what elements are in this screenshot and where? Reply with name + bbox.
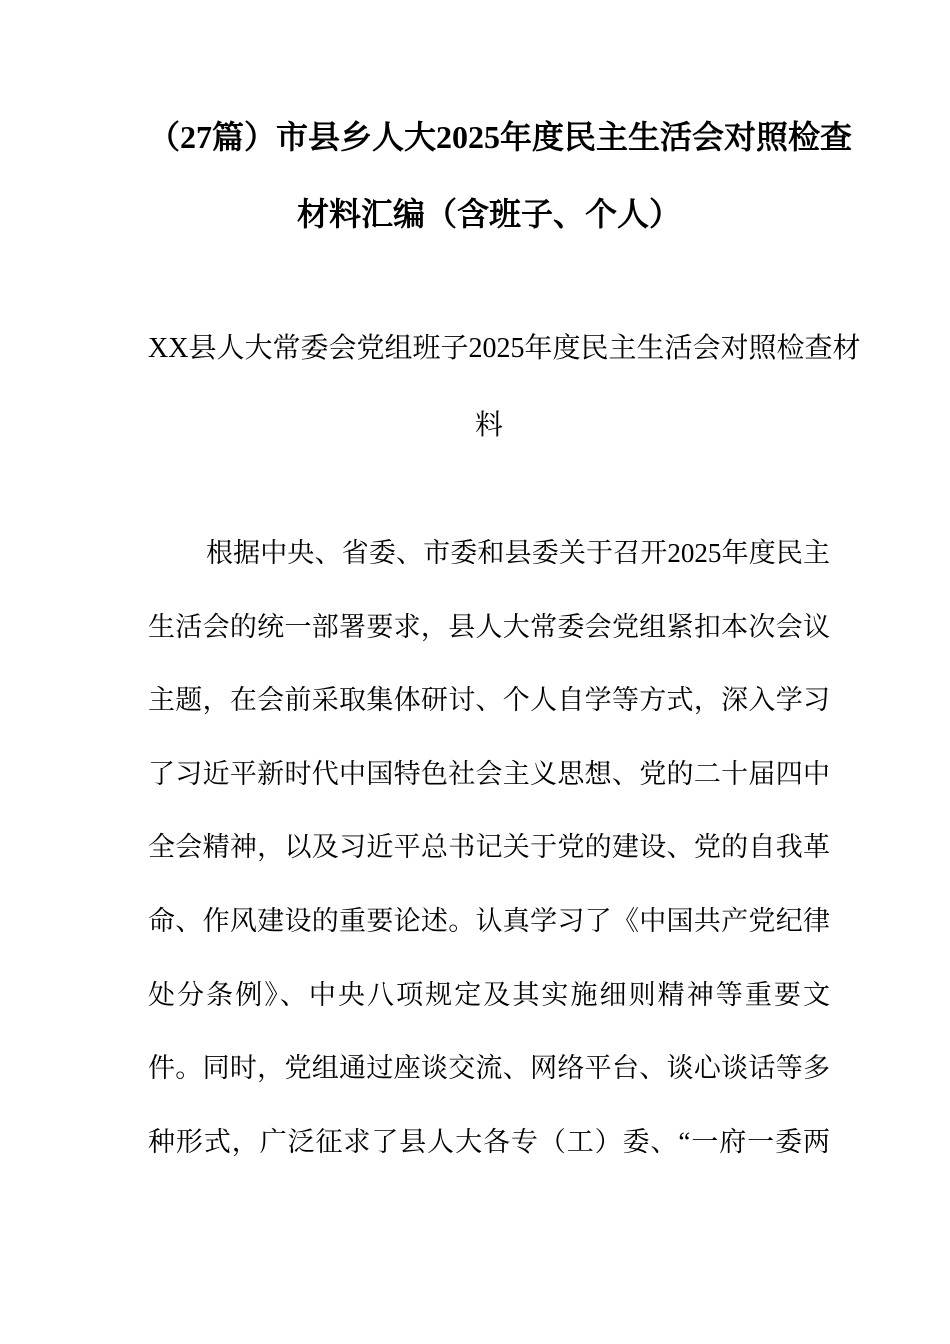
body-text-line: 件。同时，党组通过座谈交流、网络平台、谈心谈话等多 bbox=[148, 1053, 830, 1084]
body-text-line: 种形式，广泛征求了县人大各专（工）委、“一府一委两 bbox=[148, 1126, 830, 1157]
document-subtitle-line-2: 料 bbox=[474, 410, 503, 441]
body-text-line: 了习近平新时代中国特色社会主义思想、党的二十届四中 bbox=[148, 758, 830, 789]
document-title bbox=[148, 99, 853, 253]
body-text-line: 处分条例》、中央八项规定及其实施细则精神等重要文 bbox=[148, 979, 830, 1010]
body-text-line: 生活会的统一部署要求，县人大常委会党组紧扣本次会议 bbox=[148, 611, 830, 642]
document-content bbox=[148, 0, 861, 1179]
document-title-line-1: （27篇）市县乡人大2025年度民主生活会对照检查 bbox=[148, 119, 853, 155]
document-title-line-2: 材料汇编（含班子、个人） bbox=[296, 196, 681, 232]
body-text-line: 主题，在会前采取集体研讨、个人自学等方式，深入学习 bbox=[148, 685, 830, 716]
body-text-line: 全会精神，以及习近平总书记关于党的建设、党的自我革 bbox=[148, 832, 830, 863]
body-text-line: 根据中央、省委、市委和县委关于召开2025年度民主 bbox=[206, 538, 830, 568]
body-text-line: 命、作风建设的重要论述。认真学习了《中国共产党纪律 bbox=[148, 905, 830, 936]
document-subtitle bbox=[148, 310, 861, 464]
body-paragraph bbox=[148, 517, 830, 1179]
document-subtitle-line-1: XX县人大常委会党组班子2025年度民主生活会对照检查材 bbox=[148, 333, 861, 364]
